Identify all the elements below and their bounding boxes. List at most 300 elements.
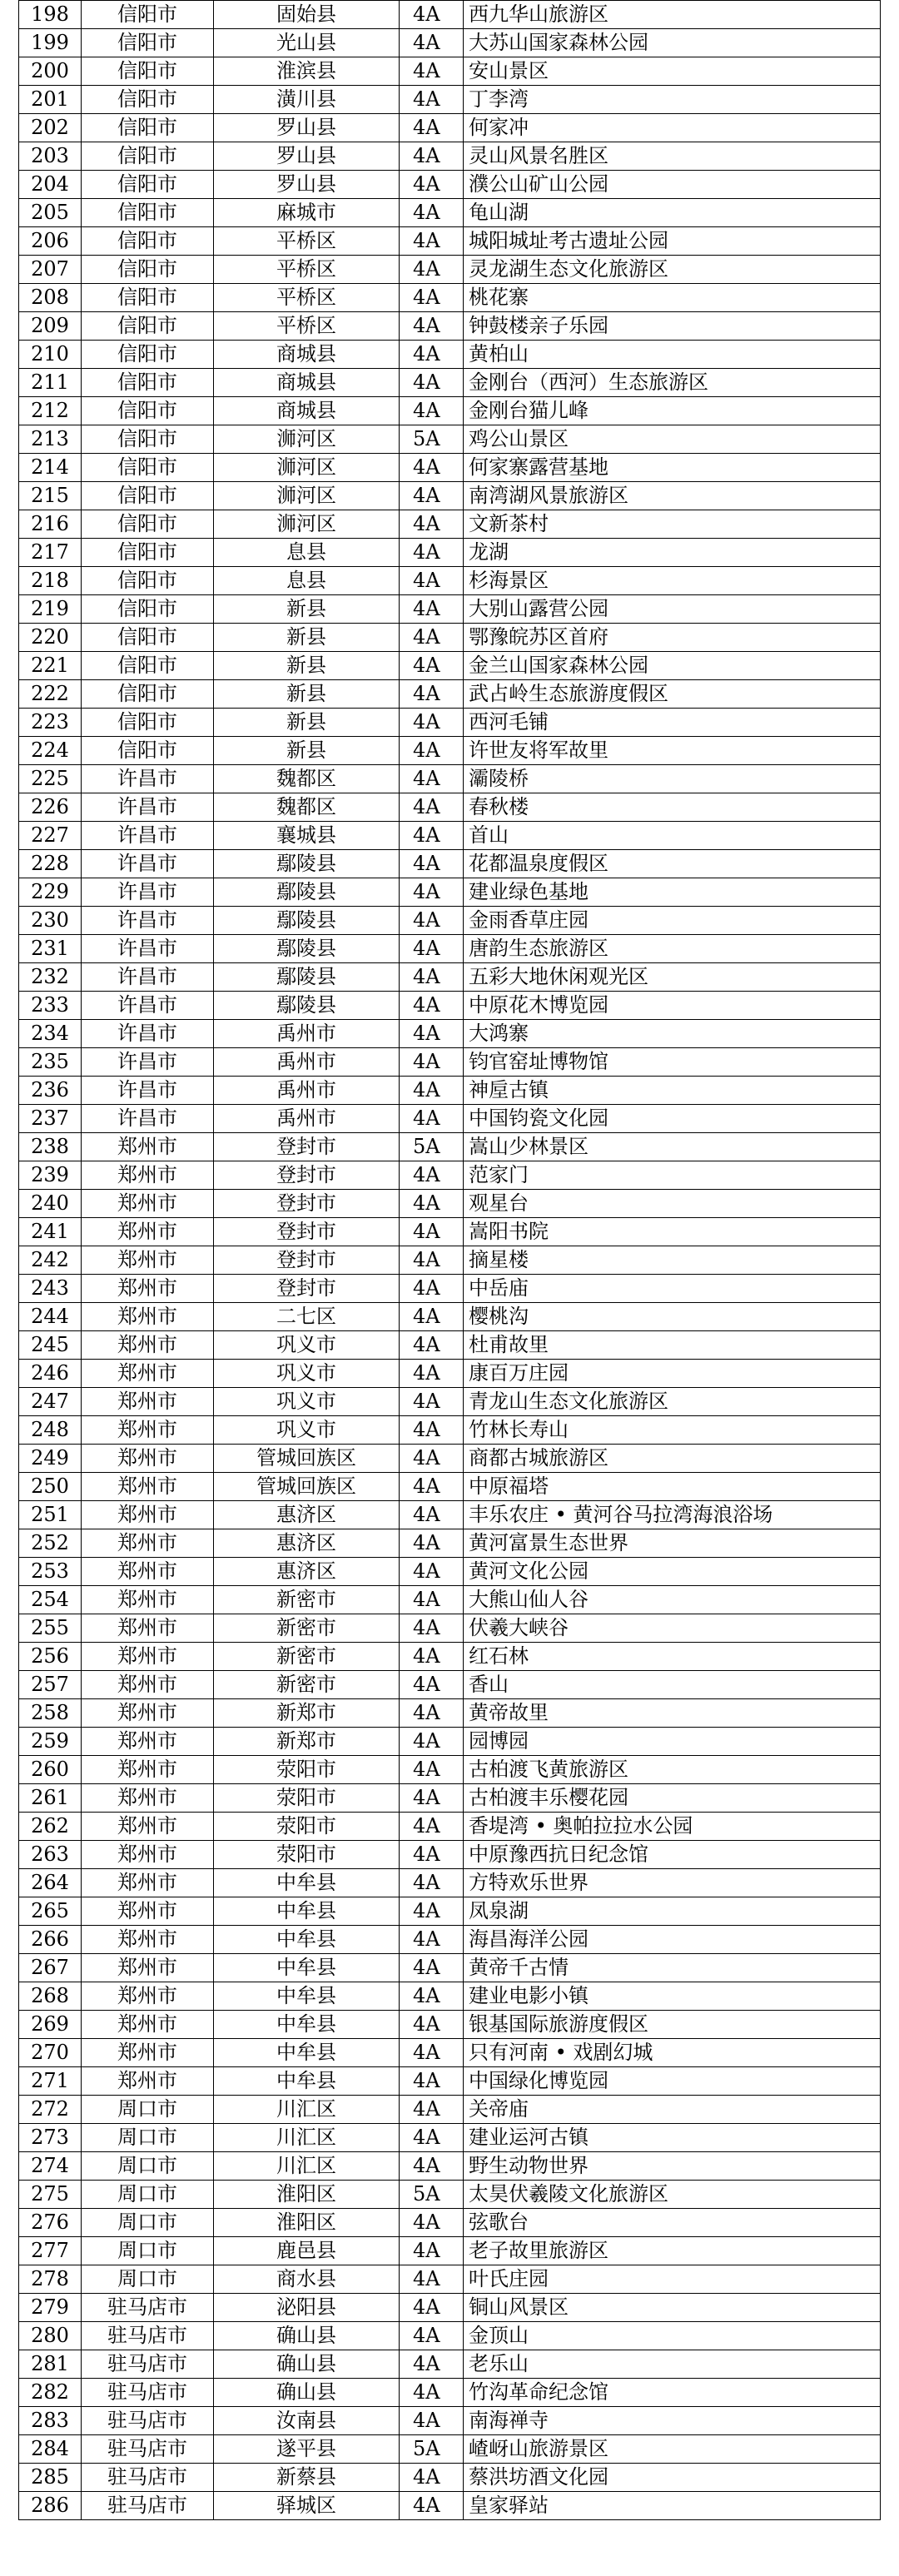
cell-county: 商城县 (214, 369, 400, 397)
cell-county: 禹州市 (214, 1020, 400, 1048)
cell-grade: 4A (400, 2152, 464, 2181)
table-row (19, 2096, 881, 2124)
cell-county: 荥阳市 (214, 1784, 400, 1813)
cell-scenic-name: 五彩大地休闲观光区 (464, 963, 881, 992)
cell-grade: 4A (400, 1897, 464, 1926)
cell-index: 228 (19, 850, 82, 878)
cell-grade: 4A (400, 1643, 464, 1671)
cell-scenic-name: 杜甫故里 (464, 1331, 881, 1360)
cell-index: 271 (19, 2067, 82, 2096)
cell-county: 登封市 (214, 1218, 400, 1246)
cell-city: 许昌市 (82, 822, 214, 850)
cell-county: 中牟县 (214, 1926, 400, 1954)
cell-grade: 4A (400, 1105, 464, 1133)
cell-grade: 4A (400, 2407, 464, 2435)
cell-county: 鄢陵县 (214, 935, 400, 963)
table-row (19, 1728, 881, 1756)
table-row (19, 171, 881, 199)
cell-scenic-name: 康百万庄园 (464, 1360, 881, 1388)
cell-grade: 4A (400, 482, 464, 510)
cell-county: 巩义市 (214, 1331, 400, 1360)
cell-grade: 4A (400, 1926, 464, 1954)
cell-scenic-name: 铜山风景区 (464, 2294, 881, 2322)
table-row (19, 1133, 881, 1161)
cell-grade: 4A (400, 1586, 464, 1614)
cell-grade: 5A (400, 1133, 464, 1161)
cell-city: 许昌市 (82, 935, 214, 963)
table-row (19, 57, 881, 86)
cell-index: 284 (19, 2435, 82, 2464)
cell-county: 登封市 (214, 1133, 400, 1161)
cell-grade: 4A (400, 341, 464, 369)
cell-city: 郑州市 (82, 1190, 214, 1218)
cell-city: 信阳市 (82, 341, 214, 369)
cell-grade: 4A (400, 992, 464, 1020)
cell-grade: 4A (400, 1728, 464, 1756)
cell-city: 郑州市 (82, 1869, 214, 1897)
cell-scenic-name: 中国绿化博览园 (464, 2067, 881, 2096)
cell-grade: 4A (400, 652, 464, 680)
table-row (19, 397, 881, 425)
cell-scenic-name: 灵山风景名胜区 (464, 142, 881, 171)
cell-grade: 4A (400, 1954, 464, 1982)
cell-index: 266 (19, 1926, 82, 1954)
cell-grade: 4A (400, 1473, 464, 1501)
cell-city: 信阳市 (82, 652, 214, 680)
cell-county: 鄢陵县 (214, 850, 400, 878)
cell-city: 周口市 (82, 2096, 214, 2124)
cell-scenic-name: 观星台 (464, 1190, 881, 1218)
table-row (19, 1105, 881, 1133)
cell-city: 郑州市 (82, 1954, 214, 1982)
table-row (19, 256, 881, 284)
cell-scenic-name: 钧官窑址博物馆 (464, 1048, 881, 1077)
cell-grade: 5A (400, 2435, 464, 2464)
cell-index: 262 (19, 1813, 82, 1841)
table-row (19, 454, 881, 482)
cell-county: 鄢陵县 (214, 907, 400, 935)
cell-county: 潢川县 (214, 86, 400, 114)
cell-scenic-name: 何家冲 (464, 114, 881, 142)
cell-grade: 4A (400, 114, 464, 142)
cell-scenic-name: 金刚台猫儿峰 (464, 397, 881, 425)
cell-grade: 4A (400, 539, 464, 567)
cell-scenic-name: 濮公山矿山公园 (464, 171, 881, 199)
cell-index: 207 (19, 256, 82, 284)
cell-scenic-name: 南湾湖风景旅游区 (464, 482, 881, 510)
cell-city: 许昌市 (82, 850, 214, 878)
table-row (19, 1614, 881, 1643)
cell-city: 驻马店市 (82, 2492, 214, 2520)
cell-scenic-name: 樱桃沟 (464, 1303, 881, 1331)
table-row (19, 510, 881, 539)
cell-grade: 4A (400, 765, 464, 793)
cell-city: 郑州市 (82, 1699, 214, 1728)
cell-scenic-name: 龙湖 (464, 539, 881, 567)
cell-scenic-name: 鸡公山景区 (464, 425, 881, 454)
table-row (19, 2464, 881, 2492)
cell-index: 221 (19, 652, 82, 680)
cell-county: 惠济区 (214, 1558, 400, 1586)
cell-county: 魏都区 (214, 793, 400, 822)
cell-scenic-name: 只有河南 • 戏剧幻城 (464, 2039, 881, 2067)
cell-index: 274 (19, 2152, 82, 2181)
cell-city: 郑州市 (82, 1529, 214, 1558)
cell-city: 信阳市 (82, 256, 214, 284)
cell-grade: 4A (400, 2492, 464, 2520)
table-row (19, 1529, 881, 1558)
cell-scenic-name: 凤泉湖 (464, 1897, 881, 1926)
cell-city: 郑州市 (82, 1388, 214, 1416)
table-row (19, 1020, 881, 1048)
cell-index: 275 (19, 2181, 82, 2209)
cell-index: 225 (19, 765, 82, 793)
cell-county: 浉河区 (214, 454, 400, 482)
cell-scenic-name: 古柏渡丰乐樱花园 (464, 1784, 881, 1813)
cell-city: 信阳市 (82, 1, 214, 29)
cell-city: 郑州市 (82, 1728, 214, 1756)
cell-scenic-name: 范家门 (464, 1161, 881, 1190)
cell-county: 新蔡县 (214, 2464, 400, 2492)
cell-county: 中牟县 (214, 1982, 400, 2011)
cell-index: 227 (19, 822, 82, 850)
cell-county: 中牟县 (214, 1954, 400, 1982)
cell-grade: 4A (400, 142, 464, 171)
table-row (19, 2350, 881, 2379)
cell-grade: 4A (400, 57, 464, 86)
cell-city: 郑州市 (82, 2011, 214, 2039)
table-row (19, 1218, 881, 1246)
cell-index: 231 (19, 935, 82, 963)
cell-grade: 4A (400, 2379, 464, 2407)
cell-scenic-name: 中原豫西抗日纪念馆 (464, 1841, 881, 1869)
cell-city: 郑州市 (82, 1133, 214, 1161)
cell-grade: 4A (400, 1246, 464, 1275)
cell-city: 许昌市 (82, 793, 214, 822)
cell-city: 郑州市 (82, 1331, 214, 1360)
cell-grade: 4A (400, 2237, 464, 2265)
cell-scenic-name: 何家寨露营基地 (464, 454, 881, 482)
cell-city: 周口市 (82, 2237, 214, 2265)
table-row (19, 1161, 881, 1190)
cell-index: 270 (19, 2039, 82, 2067)
cell-scenic-name: 大鸿寨 (464, 1020, 881, 1048)
cell-county: 中牟县 (214, 2039, 400, 2067)
cell-county: 川汇区 (214, 2152, 400, 2181)
cell-grade: 4A (400, 1190, 464, 1218)
cell-index: 248 (19, 1416, 82, 1445)
table-row (19, 1473, 881, 1501)
cell-city: 郑州市 (82, 1445, 214, 1473)
cell-city: 许昌市 (82, 765, 214, 793)
cell-grade: 4A (400, 2096, 464, 2124)
cell-county: 川汇区 (214, 2096, 400, 2124)
cell-grade: 4A (400, 2011, 464, 2039)
cell-index: 244 (19, 1303, 82, 1331)
cell-grade: 4A (400, 256, 464, 284)
cell-scenic-name: 灵龙湖生态文化旅游区 (464, 256, 881, 284)
cell-grade: 4A (400, 1161, 464, 1190)
cell-county: 禹州市 (214, 1077, 400, 1105)
cell-index: 238 (19, 1133, 82, 1161)
cell-county: 淮滨县 (214, 57, 400, 86)
cell-county: 息县 (214, 539, 400, 567)
cell-index: 229 (19, 878, 82, 907)
table-row (19, 878, 881, 907)
cell-county: 麻城市 (214, 199, 400, 227)
cell-index: 264 (19, 1869, 82, 1897)
cell-index: 268 (19, 1982, 82, 2011)
cell-grade: 4A (400, 1020, 464, 1048)
table-row (19, 1246, 881, 1275)
cell-index: 212 (19, 397, 82, 425)
cell-county: 商城县 (214, 397, 400, 425)
cell-index: 216 (19, 510, 82, 539)
cell-grade: 4A (400, 2265, 464, 2294)
cell-county: 确山县 (214, 2322, 400, 2350)
table-row (19, 963, 881, 992)
table-row (19, 850, 881, 878)
table-row (19, 624, 881, 652)
cell-county: 平桥区 (214, 284, 400, 312)
cell-city: 信阳市 (82, 709, 214, 737)
cell-index: 263 (19, 1841, 82, 1869)
table-row (19, 425, 881, 454)
cell-grade: 4A (400, 1699, 464, 1728)
table-row (19, 2152, 881, 2181)
cell-scenic-name: 老子故里旅游区 (464, 2237, 881, 2265)
cell-county: 鄢陵县 (214, 992, 400, 1020)
cell-index: 258 (19, 1699, 82, 1728)
table-row (19, 482, 881, 510)
cell-scenic-name: 安山景区 (464, 57, 881, 86)
table-row (19, 1926, 881, 1954)
cell-scenic-name: 园博园 (464, 1728, 881, 1756)
table-row (19, 2379, 881, 2407)
cell-city: 许昌市 (82, 1077, 214, 1105)
cell-index: 235 (19, 1048, 82, 1077)
cell-county: 川汇区 (214, 2124, 400, 2152)
cell-grade: 4A (400, 2124, 464, 2152)
cell-scenic-name: 关帝庙 (464, 2096, 881, 2124)
cell-scenic-name: 南海禅寺 (464, 2407, 881, 2435)
cell-county: 荥阳市 (214, 1841, 400, 1869)
cell-index: 269 (19, 2011, 82, 2039)
table-row (19, 2435, 881, 2464)
table-row (19, 2407, 881, 2435)
table-row (19, 1303, 881, 1331)
cell-county: 新县 (214, 737, 400, 765)
cell-scenic-name: 叶氏庄园 (464, 2265, 881, 2294)
table-row (19, 1982, 881, 2011)
cell-index: 215 (19, 482, 82, 510)
table-row (19, 312, 881, 341)
cell-city: 郑州市 (82, 1813, 214, 1841)
cell-city: 信阳市 (82, 142, 214, 171)
cell-city: 信阳市 (82, 482, 214, 510)
cell-county: 新密市 (214, 1614, 400, 1643)
cell-scenic-name: 花都温泉度假区 (464, 850, 881, 878)
cell-scenic-name: 丁李湾 (464, 86, 881, 114)
cell-county: 新密市 (214, 1643, 400, 1671)
cell-county: 商城县 (214, 341, 400, 369)
cell-city: 信阳市 (82, 595, 214, 624)
cell-grade: 4A (400, 1756, 464, 1784)
cell-scenic-name: 文新茶村 (464, 510, 881, 539)
cell-city: 郑州市 (82, 1982, 214, 2011)
cell-city: 信阳市 (82, 199, 214, 227)
table-row (19, 1445, 881, 1473)
cell-grade: 4A (400, 2350, 464, 2379)
cell-county: 鄢陵县 (214, 963, 400, 992)
cell-grade: 4A (400, 567, 464, 595)
cell-grade: 4A (400, 397, 464, 425)
cell-grade: 4A (400, 1077, 464, 1105)
cell-scenic-name: 建业电影小镇 (464, 1982, 881, 2011)
cell-grade: 4A (400, 1303, 464, 1331)
cell-city: 周口市 (82, 2152, 214, 2181)
cell-scenic-name: 中原福塔 (464, 1473, 881, 1501)
cell-index: 240 (19, 1190, 82, 1218)
cell-city: 信阳市 (82, 737, 214, 765)
cell-scenic-name: 青龙山生态文化旅游区 (464, 1388, 881, 1416)
cell-city: 郑州市 (82, 1756, 214, 1784)
cell-grade: 4A (400, 1388, 464, 1416)
table-row (19, 822, 881, 850)
cell-county: 浉河区 (214, 425, 400, 454)
table-row (19, 1501, 881, 1529)
cell-city: 郑州市 (82, 1897, 214, 1926)
cell-scenic-name: 许世友将军故里 (464, 737, 881, 765)
table-row (19, 1275, 881, 1303)
cell-grade: 4A (400, 737, 464, 765)
cell-scenic-name: 西九华山旅游区 (464, 1, 881, 29)
cell-county: 中牟县 (214, 1869, 400, 1897)
cell-city: 驻马店市 (82, 2350, 214, 2379)
cell-scenic-name: 龟山湖 (464, 199, 881, 227)
table-row (19, 1586, 881, 1614)
cell-scenic-name: 唐韵生态旅游区 (464, 935, 881, 963)
cell-county: 鄢陵县 (214, 878, 400, 907)
cell-city: 郑州市 (82, 1586, 214, 1614)
cell-index: 286 (19, 2492, 82, 2520)
cell-scenic-name: 红石林 (464, 1643, 881, 1671)
cell-city: 信阳市 (82, 171, 214, 199)
cell-index: 247 (19, 1388, 82, 1416)
cell-county: 罗山县 (214, 142, 400, 171)
cell-city: 信阳市 (82, 227, 214, 256)
cell-index: 252 (19, 1529, 82, 1558)
cell-scenic-name: 黄柏山 (464, 341, 881, 369)
table-row (19, 2011, 881, 2039)
cell-scenic-name: 丰乐农庄 • 黄河谷马拉湾海浪浴场 (464, 1501, 881, 1529)
cell-index: 272 (19, 2096, 82, 2124)
cell-index: 256 (19, 1643, 82, 1671)
cell-index: 242 (19, 1246, 82, 1275)
cell-city: 郑州市 (82, 1614, 214, 1643)
cell-index: 276 (19, 2209, 82, 2237)
table-row (19, 199, 881, 227)
cell-grade: 4A (400, 171, 464, 199)
cell-grade: 4A (400, 199, 464, 227)
table-row (19, 1869, 881, 1897)
cell-scenic-name: 建业运河古镇 (464, 2124, 881, 2152)
table-row (19, 1671, 881, 1699)
cell-county: 淮阳区 (214, 2209, 400, 2237)
table-row (19, 1756, 881, 1784)
cell-grade: 4A (400, 2322, 464, 2350)
table-row (19, 1897, 881, 1926)
cell-index: 205 (19, 199, 82, 227)
cell-county: 新县 (214, 595, 400, 624)
cell-county: 浉河区 (214, 510, 400, 539)
cell-scenic-name: 武占岭生态旅游度假区 (464, 680, 881, 709)
cell-city: 郑州市 (82, 1558, 214, 1586)
cell-index: 219 (19, 595, 82, 624)
cell-county: 惠济区 (214, 1501, 400, 1529)
cell-county: 罗山县 (214, 171, 400, 199)
cell-grade: 4A (400, 963, 464, 992)
cell-scenic-name: 嵖岈山旅游景区 (464, 2435, 881, 2464)
cell-grade: 4A (400, 2464, 464, 2492)
cell-index: 243 (19, 1275, 82, 1303)
cell-index: 198 (19, 1, 82, 29)
cell-grade: 4A (400, 709, 464, 737)
cell-scenic-name: 嵩阳书院 (464, 1218, 881, 1246)
table-row (19, 2039, 881, 2067)
cell-city: 许昌市 (82, 1048, 214, 1077)
cell-county: 新郑市 (214, 1699, 400, 1728)
table-row (19, 1388, 881, 1416)
cell-scenic-name: 大苏山国家森林公园 (464, 29, 881, 57)
cell-county: 新密市 (214, 1671, 400, 1699)
cell-grade: 4A (400, 1529, 464, 1558)
cell-county: 登封市 (214, 1275, 400, 1303)
cell-index: 206 (19, 227, 82, 256)
table-row (19, 737, 881, 765)
cell-city: 信阳市 (82, 369, 214, 397)
table-row (19, 1643, 881, 1671)
table-row (19, 2124, 881, 2152)
cell-city: 信阳市 (82, 397, 214, 425)
cell-county: 荥阳市 (214, 1756, 400, 1784)
cell-city: 信阳市 (82, 454, 214, 482)
table-row (19, 2265, 881, 2294)
cell-scenic-name: 古柏渡飞黄旅游区 (464, 1756, 881, 1784)
cell-grade: 4A (400, 935, 464, 963)
cell-county: 管城回族区 (214, 1445, 400, 1473)
table-row (19, 1699, 881, 1728)
table-row (19, 652, 881, 680)
cell-city: 郑州市 (82, 1501, 214, 1529)
cell-index: 257 (19, 1671, 82, 1699)
cell-scenic-name: 灞陵桥 (464, 765, 881, 793)
cell-index: 222 (19, 680, 82, 709)
cell-index: 245 (19, 1331, 82, 1360)
table-row (19, 227, 881, 256)
cell-grade: 4A (400, 624, 464, 652)
cell-index: 253 (19, 1558, 82, 1586)
table-row (19, 1416, 881, 1445)
cell-city: 驻马店市 (82, 2407, 214, 2435)
table-row (19, 284, 881, 312)
cell-city: 郑州市 (82, 1360, 214, 1388)
table-row (19, 1077, 881, 1105)
table-row (19, 539, 881, 567)
cell-index: 278 (19, 2265, 82, 2294)
cell-county: 中牟县 (214, 2011, 400, 2039)
cell-grade: 4A (400, 29, 464, 57)
